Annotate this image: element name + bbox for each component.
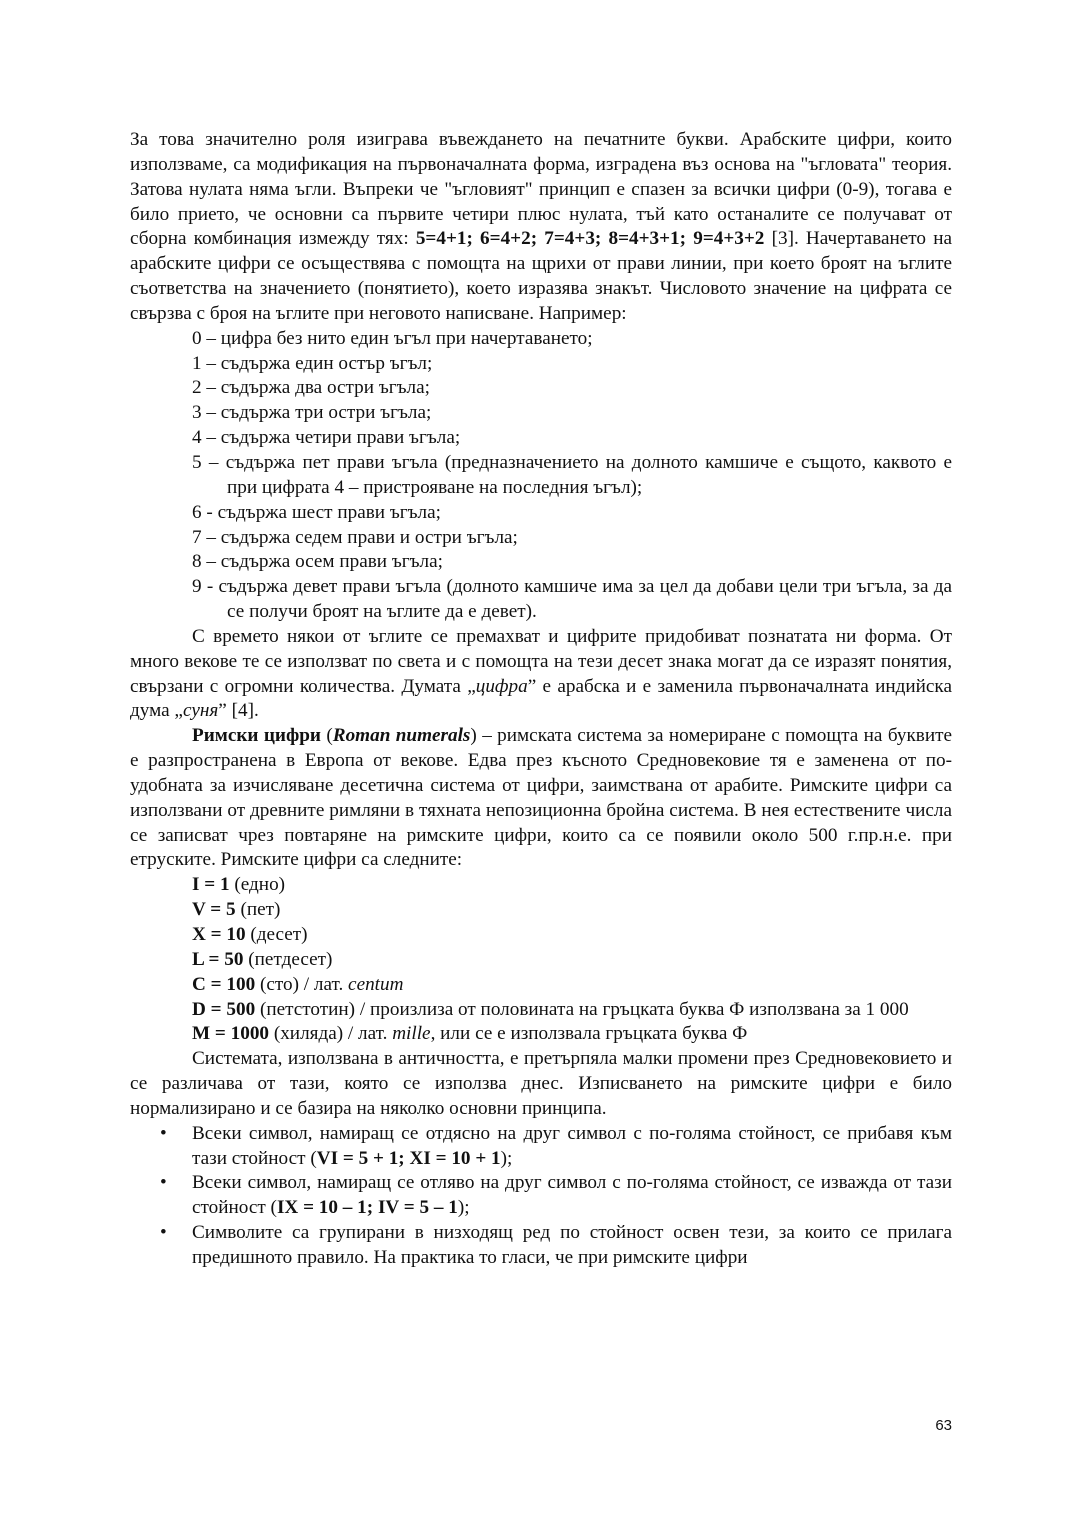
italic-text: суня: [182, 700, 219, 722]
italic-text: цифра: [475, 675, 528, 697]
digit-item-0: 0 – цифра без нито един ъгъл при начертаването;: [192, 327, 593, 349]
roman-item-c: [130, 973, 952, 998]
bullet-icon: •: [160, 1222, 167, 1244]
paragraph-system: Системата, използвана в античността, е претърпяла малки промени през Средновековието и се различава от тази, която се използва днес. Изписването на римските цифри е било нормализирано и се базира на няколко основни принципа.: [130, 1048, 952, 1119]
digit-item-7: 7 – съдържа седем прави и остри ъгъла;: [192, 526, 518, 548]
roman-symbol: M = 1000: [192, 1023, 270, 1045]
digit-item-4: 4 – съдържа четири прави ъгъла;: [192, 427, 461, 449]
roman-item-x: [130, 923, 952, 948]
bold-text: IX = 10 – 1; IV = 5 – 1: [276, 1197, 458, 1219]
text: Всеки символ, намиращ се отляво на друг символ с по-голяма стойност, се изважда от тази стойност (: [192, 1172, 952, 1219]
roman-item-d: [130, 998, 952, 1023]
digit-item-3: 3 – съдържа три остри ъгъла;: [192, 402, 432, 424]
bold-heading: Римски цифри: [192, 725, 321, 747]
text: [3]. Начертаването на арабските цифри се осъществява с помощта на щрихи от прави линии, при което броят на ъглите съответства на значението (понятието), което изразява знакът. Числовото значение на цифрата се свързва с броя на ъглите при неговото написване. Например:: [130, 228, 952, 324]
text: , или се е използвала гръцката буква Ф: [430, 1023, 748, 1045]
paragraph-digit-form: [130, 625, 952, 724]
bullet-icon: •: [160, 1172, 167, 1194]
roman-symbol: D = 500: [192, 998, 256, 1020]
bold-text: 5=4+1; 6=4+2; 7=4+3; 8=4+3+1; 9=4+3+2: [415, 228, 765, 250]
roman-item-m: [130, 1022, 952, 1047]
bold-italic-text: Roman numerals: [332, 725, 471, 747]
paragraph-roman-intro: [130, 724, 952, 873]
text: (едно): [229, 874, 286, 896]
roman-symbol: L = 50: [192, 948, 244, 970]
text: Символите са групирани в низходящ ред по стойност освен тези, за които се прилага предишното правило. На практика то гласи, че при римските цифри: [192, 1222, 952, 1268]
roman-symbol: C = 100: [192, 973, 256, 995]
roman-item-i: [130, 873, 952, 898]
text: Всеки символ, намиращ се отдясно на друг символ с по-голяма стойност, се прибавя към тази стойност (: [192, 1122, 952, 1169]
text: За това значително роля изиграва въвеждането на печатните букви. Арабските цифри, които използваме, са модификация на първоначалната форма, изградена въз основа на "ъгловата" теория. Затова нулата няма ъгли. Въпреки че "ъгловият" принцип е спазен за всички цифри (0-9), тогава е било прието, че основни са първите четири плюс нулата, тъй като останалите се получават от сборна комбинация измежду тях:: [130, 129, 952, 250]
roman-symbol: X = 10: [192, 924, 246, 945]
digit-item-5: 5 – съдържа пет прави ъгъла (предназначението на долното камшиче е същото, каквото е при цифрата 4 – пристрояване на последния ъгъл);: [192, 451, 952, 498]
bold-text: VI = 5 + 1; XI = 10 + 1: [316, 1147, 501, 1169]
bullet-item-3: [130, 1221, 952, 1271]
text: (сто) / лат.: [255, 973, 349, 995]
roman-item-v: [130, 898, 952, 923]
bullet-item-1: [130, 1122, 952, 1172]
digit-item-8: 8 – съдържа осем прави ъгъла;: [192, 551, 443, 573]
italic-text: centum: [348, 973, 404, 995]
text: ” е арабска и е заменила първоначалната индийска дума „: [130, 675, 952, 722]
text: ” [4].: [218, 700, 259, 722]
text: );: [500, 1147, 513, 1169]
digit-item-6: 6 - съдържа шест прави ъгъла;: [192, 501, 441, 523]
paragraph-arabic-intro: [130, 128, 952, 327]
text: );: [457, 1197, 470, 1219]
italic-text: mille: [392, 1023, 431, 1045]
text: (: [320, 725, 333, 747]
roman-item-l: [130, 948, 952, 973]
text: С времето някои от ъглите се премахват и цифрите придобиват познатата ни форма. От много векове те се използват по света и с помощта на тези десет знака могат да се изразят понятия, свързани с огромни количества. Думата „: [130, 625, 952, 697]
digit-item-9: 9 - съдържа девет прави ъгъла (долното камшиче има за цел да добави цели три ъгъла, за да се получи броят на ъглите да е девет).: [192, 576, 952, 623]
roman-symbol: V = 5: [192, 899, 236, 921]
text: (хиляда) / лат.: [269, 1023, 393, 1045]
text: (петстотин) / произлиза от половината на гръцката буква Ф използвана за 1 000: [255, 998, 909, 1020]
page-body: [130, 128, 952, 1271]
digit-item-2: 2 – съдържа два остри ъгъла;: [192, 377, 430, 399]
bullet-icon: •: [160, 1122, 167, 1144]
text: (пет): [235, 899, 281, 921]
digit-item-1: 1 – съдържа един остър ъгъл;: [192, 352, 433, 374]
text: (десет): [245, 924, 308, 945]
roman-symbol: I = 1: [192, 874, 230, 896]
bullet-item-2: [130, 1171, 952, 1221]
page-number: 63: [935, 1417, 952, 1434]
text: ) – римската система за номериране с помощта на буквите е разпространена в Европа от векове. Едва през късното Средновековие тя е заменена от по-удобната за изчисляване десетична система от цифри, заимствана от арабите. Римските цифри са използвани от древните римляни в тяхната непозиционна бройна система. В нея естествените числа се записват чрез повтаряне на римските цифри, които са се появили около 500 г.пр.н.е. при етруските. Римските цифри са следните:: [130, 725, 952, 871]
text: (петдесет): [243, 948, 333, 970]
